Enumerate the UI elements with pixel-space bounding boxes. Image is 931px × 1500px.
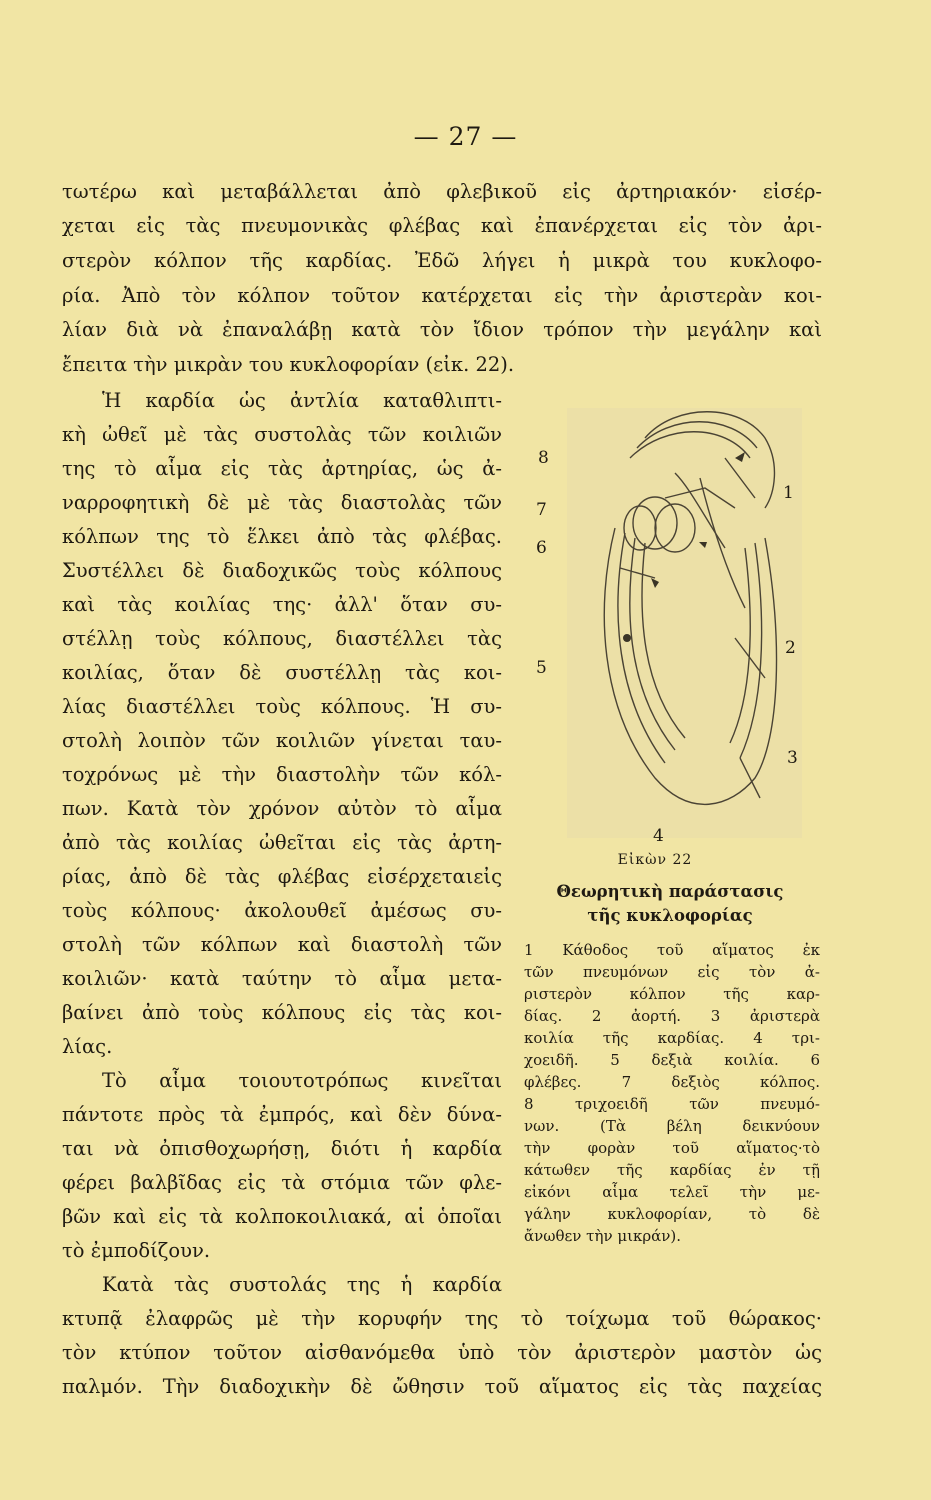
legend-line: φλέβες. 7 δεξιὸς κόλπος.: [524, 1073, 820, 1091]
figure-number-label: 3: [787, 748, 798, 768]
text-line: φέρει βαλβῖδας εἰς τὰ στόμια τῶν φλε-: [62, 1171, 502, 1194]
figure-number-label: 2: [785, 638, 796, 658]
text-line: καὶ τὰς κοιλίας της· ἀλλ' ὅταν συ-: [62, 593, 502, 616]
text-line: Συστέλλει δὲ διαδοχικῶς τοὺς κόλπους: [62, 559, 502, 582]
text-line: πάντοτε πρὸς τὰ ἐμπρός, καὶ δὲν δύνα-: [62, 1103, 502, 1126]
text-line: ναρροφητικὴ δὲ μὲ τὰς διαστολὰς τῶν: [62, 491, 502, 514]
text-line: λίας.: [62, 1035, 113, 1058]
text-line: τὸ ἐμποδίζουν.: [62, 1239, 211, 1262]
figure-number-label: 1: [783, 483, 794, 503]
text-line: στολὴ λοιπὸν τῶν κοιλιῶν γίνεται ταυ-: [62, 729, 502, 752]
legend-line: κοιλία τῆς καρδίας. 4 τρι-: [524, 1029, 820, 1047]
text-line: παλμόν. Τὴν διαδοχικὴν δὲ ὤθησιν τοῦ αἵματος εἰς τὰς παχείας: [62, 1375, 822, 1398]
text-line: της τὸ αἷμα εἰς τὰς ἀρτηρίας, ὡς ἀ-: [62, 457, 502, 480]
text-line: λίαν διὰ νὰ ἐπαναλάβῃ κατὰ τὸν ἴδιον τρόπον τὴν μεγάλην καὶ: [62, 318, 822, 341]
text-line: κοιλιῶν· κατὰ ταύτην τὸ αἷμα μετα-: [62, 967, 502, 990]
text-line: ἀπὸ τὰς κοιλίας ὠθεῖται εἰς τὰς ἀρτη-: [62, 831, 502, 854]
legend-line: 1 Κάθοδος τοῦ αἵματος ἐκ: [524, 941, 820, 959]
text-line: βῶν καὶ εἰς τὰ κολποκοιλιακά, αἱ ὁποῖαι: [62, 1205, 502, 1228]
legend-line: ριστερὸν κόλπον τῆς καρ-: [524, 985, 820, 1003]
legend-line: χοειδῆ. 5 δεξιὰ κοιλία. 6: [524, 1051, 820, 1069]
text-line: τοὺς κόλπους· ἀκολουθεῖ ἀμέσως συ-: [62, 899, 502, 922]
text-line: κοιλίας, ὅταν δὲ συστέλλῃ τὰς κοι-: [62, 661, 502, 684]
legend-line: κάτωθεν τῆς καρδίας ἐν τῇ: [524, 1161, 820, 1179]
text-line: τωτέρω καὶ μεταβάλλεται ἀπὸ φλεβικοῦ εἰς ἀρτηριακόν· εἰσέρ-: [62, 180, 822, 203]
text-line: κτυπᾷ ἐλαφρῶς μὲ τὴν κορυφήν της τὸ τοίχωμα τοῦ θώρακος·: [62, 1307, 822, 1330]
text-line: κὴ ὠθεῖ μὲ τὰς συστολὰς τῶν κοιλιῶν: [62, 423, 502, 446]
text-line: τὸν κτύπον τοῦτον αἰσθανόμεθα ὑπὸ τὸν ἀριστερὸν μαστὸν ὡς: [62, 1341, 822, 1364]
text-line: στολὴ τῶν κόλπων καὶ διαστολὴ τῶν: [62, 933, 502, 956]
text-line: χεται εἰς τὰς πνευμονικὰς φλέβας καὶ ἐπανέρχεται εἰς τὸν ἀρι-: [62, 214, 822, 237]
heart-diagram-illustration: [525, 378, 825, 848]
text-line: στέλλῃ τοὺς κόλπους, διαστέλλει τὰς: [62, 627, 502, 650]
text-line: πων. Κατὰ τὸν χρόνον αὐτὸν τὸ αἷμα: [62, 797, 502, 820]
text-line: βαίνει ἀπὸ τοὺς κόλπους εἰς τὰς κοι-: [62, 1001, 502, 1024]
text-line: Κατὰ τὰς συστολάς της ἡ καρδία: [102, 1273, 502, 1296]
figure-number-label: 8: [538, 448, 549, 468]
text-line: Τὸ αἷμα τοιουτοτρόπως κινεῖται: [102, 1069, 502, 1092]
figure-caption-title: [520, 880, 820, 928]
text-line: στερὸν κόλπον τῆς καρδίας. Ἐδῶ λήγει ἡ μικρὰ του κυκλοφο-: [62, 249, 822, 272]
legend-line: νων. (Τὰ βέλη δεικνύουν: [524, 1117, 820, 1135]
page-number: — 27 —: [413, 122, 518, 151]
figure-number-label: 5: [536, 658, 547, 678]
heart-circulation-figure: [525, 378, 825, 848]
legend-line: γάλην κυκλοφορίαν, τὸ δὲ: [524, 1205, 820, 1223]
figure-number-label: 7: [536, 500, 547, 520]
text-line: ται νὰ ὀπισθοχωρήσῃ, διότι ἡ καρδία: [62, 1137, 502, 1160]
caption-title-line: Θεωρητικὴ παράστασις: [556, 882, 784, 901]
text-line: τοχρόνως μὲ τὴν διαστολὴν τῶν κόλ-: [62, 763, 502, 786]
figure-number-label: 4: [653, 826, 664, 846]
text-line: ρία. Ἀπὸ τὸν κόλπον τοῦτον κατέρχεται εἰς τὴν ἀριστερὰν κοι-: [62, 284, 822, 307]
legend-line: δίας. 2 ἀορτή. 3 ἀριστερὰ: [524, 1007, 820, 1025]
text-line: Ἡ καρδία ὡς ἀντλία καταθλιπτι-: [102, 389, 502, 412]
figure-label: Εἰκὼν 22: [617, 852, 693, 868]
text-line: κόλπων της τὸ ἕλκει ἀπὸ τὰς φλέβας.: [62, 525, 502, 548]
text-line: ρίας, ἀπὸ δὲ τὰς φλέβας εἰσέρχεταιεἰς: [62, 865, 502, 888]
legend-line: τὴν φορὰν τοῦ αἵματος·τὸ: [524, 1139, 820, 1157]
text-line: ἔπειτα τὴν μικρὰν του κυκλοφορίαν (εἰκ. 22).: [62, 353, 515, 376]
figure-number-label: 6: [536, 538, 547, 558]
legend-line: εἰκόνι αἷμα τελεῖ τὴν με-: [524, 1183, 820, 1201]
text-line: λίας διαστέλλει τοὺς κόλπους. Ἡ συ-: [62, 695, 502, 718]
legend-line: ἄνωθεν τὴν μικράν).: [524, 1227, 682, 1245]
legend-line: τῶν πνευμόνων εἰς τὸν ἀ-: [524, 963, 820, 981]
legend-line: 8 τριχοειδῆ τῶν πνευμό-: [524, 1095, 820, 1113]
caption-title-line: τῆς κυκλοφορίας: [587, 906, 753, 925]
